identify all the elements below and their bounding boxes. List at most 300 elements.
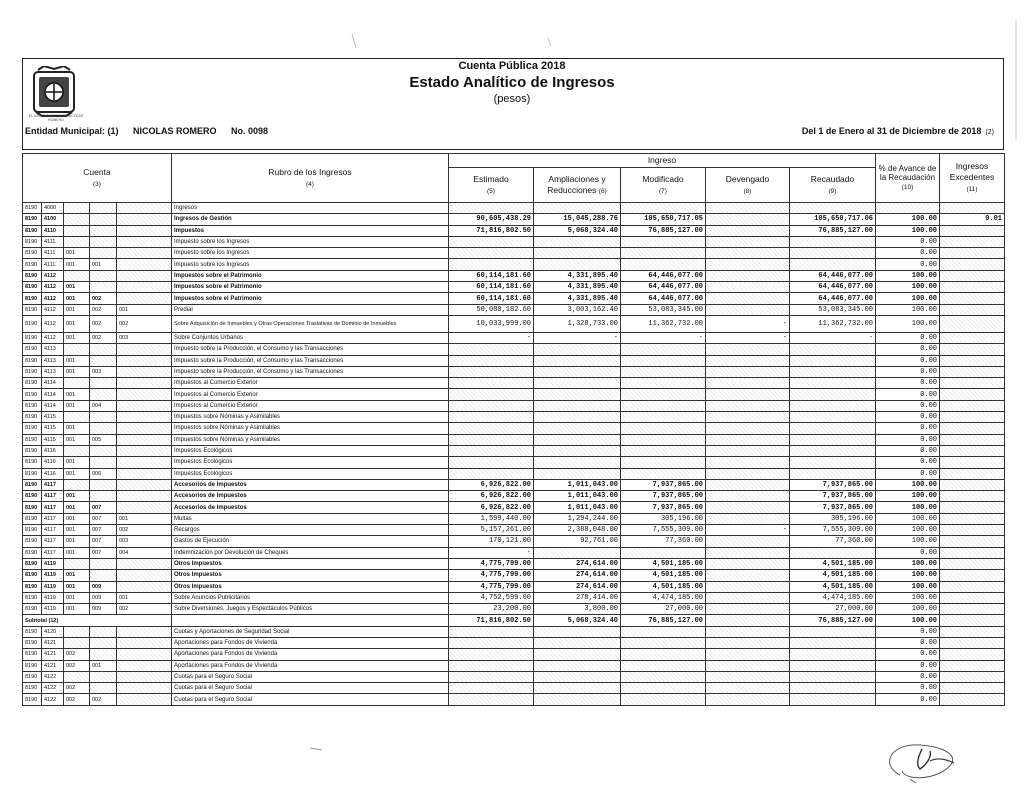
devengado-cell [706,615,790,626]
table-row [23,344,1005,355]
cuenta-code-1: 8190 [23,558,42,569]
excedentes-cell [940,423,1005,434]
excedentes-cell [940,649,1005,660]
avance-cell: 100.00 [876,604,940,615]
recaudado-cell [790,547,876,558]
cuenta-code-4 [90,457,117,468]
excedentes-cell [940,434,1005,445]
estimado-cell: 71,816,802.50 [449,615,534,626]
cuenta-code-3: 001 [64,355,90,366]
devengado-cell [706,214,790,225]
devengado-cell [706,378,790,389]
ampliaciones-cell [534,649,621,660]
rubro-cell [172,615,449,626]
cuenta-code-1: 8190 [23,604,42,615]
cuenta-code-3: 001 [64,282,90,293]
cuenta-code-4: 001 [90,259,117,270]
modificado-cell: 53,083,345.00 [621,304,706,315]
cuenta-code-2: 4112 [42,304,64,315]
devengado-cell [706,203,790,214]
table-row [23,479,1005,490]
ampliaciones-cell [534,389,621,400]
rubro-cell: Impuestos Ecológicos [172,445,449,456]
modificado-cell: 64,446,077.00 [621,293,706,304]
modificado-cell: 7,937,865.00 [621,479,706,490]
rubro-cell: Sobre Conjuntos Urbanos [172,332,449,343]
excedentes-cell [940,225,1005,236]
excedentes-cell [940,366,1005,377]
estimado-cell: 4,775,799.00 [449,558,534,569]
ampliaciones-cell: 1,011,043.00 [534,502,621,513]
excedentes-cell: 0.01 [940,214,1005,225]
rubro-cell: Impuesto sobre la Producción, el Consumo y las Transacciones [172,355,449,366]
cuenta-code-4: 007 [90,502,117,513]
avance-cell: 100.00 [876,592,940,603]
rubro-cell: Multas [172,513,449,524]
cuenta-code-3: 001 [64,468,90,479]
income-statement-table [22,153,1005,706]
cuenta-code-4 [90,570,117,581]
cuenta-code-5: 001 [117,513,172,524]
devengado-cell [706,270,790,281]
cuenta-code-3: 001 [64,581,90,592]
cuenta-code-1: 8190 [23,412,42,423]
estimado-cell: - [449,547,534,558]
devengado-cell [706,412,790,423]
cuenta-code-2: 4117 [42,479,64,490]
recaudado-cell [790,389,876,400]
recaudado-cell [790,660,876,671]
recaudado-cell [790,203,876,214]
cuenta-code-1: 8190 [23,626,42,637]
excedentes-cell [940,479,1005,490]
recaudado-cell [790,445,876,456]
rubro-cell: Recargos [172,525,449,536]
rubro-cell: Impuestos Ecológicos [172,468,449,479]
cuenta-code-4 [90,558,117,569]
ampliaciones-cell [534,236,621,247]
table-row [23,445,1005,456]
table-row [23,282,1005,293]
devengado-cell [706,366,790,377]
estimado-cell: - [449,332,534,343]
estimado-cell: 170,121.00 [449,536,534,547]
excedentes-cell [940,671,1005,682]
cuenta-code-2: 4112 [42,270,64,281]
recaudado-cell [790,434,876,445]
cuenta-code-1: 8190 [23,248,42,259]
recaudado-cell: 7,937,865.00 [790,479,876,490]
modificado-cell: 4,501,185.00 [621,570,706,581]
devengado-cell [706,558,790,569]
cuenta-code-4: 003 [90,366,117,377]
avance-cell: 0.00 [876,457,940,468]
avance-cell [876,203,940,214]
estimado-cell [449,649,534,660]
cuenta-code-4 [90,626,117,637]
cuenta-code-3: 001 [64,547,90,558]
cuenta-code-1: 8190 [23,660,42,671]
excedentes-cell [940,270,1005,281]
table-body [23,203,1005,706]
ampliaciones-cell: 92,761.00 [534,536,621,547]
cuenta-code-2: 4114 [42,378,64,389]
avance-cell: 100.00 [876,558,940,569]
modificado-cell: 64,446,077.00 [621,282,706,293]
cuenta-code-5 [117,293,172,304]
devengado-cell: - [706,332,790,343]
avance-cell: 0.00 [876,423,940,434]
cuenta-code-5 [117,282,172,293]
modificado-cell: 27,000.00 [621,604,706,615]
subtotal-label: Subtotal (12) [23,615,172,626]
cuenta-code-1: 8190 [23,282,42,293]
avance-cell: 100.00 [876,570,940,581]
rubro-cell: Sobre Anuncios Publicitarios [172,592,449,603]
recaudado-cell [790,400,876,411]
modificado-cell [621,637,706,648]
rubro-cell: Impuesto sobre los Ingresos [172,259,449,270]
excedentes-cell [940,615,1005,626]
modificado-cell [621,649,706,660]
rubro-cell: Impuesto sobre los Ingresos [172,236,449,247]
cuenta-code-5 [117,660,172,671]
cuenta-code-4 [90,355,117,366]
cuenta-code-1: 8190 [23,293,42,304]
devengado-cell [706,423,790,434]
avance-cell: 0.00 [876,434,940,445]
recaudado-cell: 77,360.00 [790,536,876,547]
rubro-cell: Gastos de Ejecución [172,536,449,547]
cuenta-code-5 [117,400,172,411]
excedentes-cell [940,203,1005,214]
cuenta-code-3 [64,344,90,355]
cuenta-code-1: 8190 [23,649,42,660]
modificado-cell [621,660,706,671]
devengado-cell [706,604,790,615]
cuenta-code-2: 4119 [42,604,64,615]
cuenta-code-5 [117,626,172,637]
cuenta-code-1: 8190 [23,479,42,490]
estimado-cell [449,694,534,705]
recaudado-cell: 305,196.00 [790,513,876,524]
estimado-cell [449,445,534,456]
excedentes-cell [940,259,1005,270]
avance-cell: 100.00 [876,293,940,304]
cuenta-code-2: 4121 [42,660,64,671]
avance-cell: 0.00 [876,400,940,411]
estimado-cell: 6,926,822.00 [449,479,534,490]
devengado-cell [706,547,790,558]
rubro-cell: Otros Impuestos [172,570,449,581]
recaudado-cell: 4,501,185.00 [790,581,876,592]
devengado-cell [706,491,790,502]
excedentes-cell [940,570,1005,581]
entity-number: No. 0098 [231,126,269,136]
devengado-cell [706,513,790,524]
cuenta-code-5 [117,259,172,270]
rubro-cell: Sobre Adquisición de Inmuebles y Otras Operaciones Traslativas de Dominio de Inmuebles [172,315,449,332]
devengado-cell [706,400,790,411]
table-row [23,457,1005,468]
cuenta-code-5 [117,434,172,445]
recaudado-cell: - [790,332,876,343]
cuenta-code-5 [117,214,172,225]
cuenta-code-4 [90,270,117,281]
excedentes-cell [940,694,1005,705]
modificado-cell: 76,885,127.00 [621,225,706,236]
cuenta-code-2: 4115 [42,434,64,445]
cuenta-code-5 [117,694,172,705]
cuenta-code-4 [90,282,117,293]
avance-cell: 0.00 [876,355,940,366]
excedentes-cell [940,468,1005,479]
table-row [23,626,1005,637]
estimado-cell [449,355,534,366]
estimado-cell: 5,157,261.00 [449,525,534,536]
estimado-cell [449,366,534,377]
cuenta-code-1: 8190 [23,525,42,536]
estimado-cell: 23,200.00 [449,604,534,615]
devengado-cell [706,236,790,247]
excedentes-cell [940,412,1005,423]
recaudado-cell: 7,937,865.00 [790,502,876,513]
table-row [23,355,1005,366]
avance-cell: 0.00 [876,332,940,343]
modificado-cell: 64,446,077.00 [621,270,706,281]
ampliaciones-cell [534,468,621,479]
cuenta-code-2: 4121 [42,649,64,660]
rubro-cell: Aportaciones para Fondos de Vivienda [172,649,449,660]
recaudado-cell [790,468,876,479]
cuenta-code-4 [90,423,117,434]
cuenta-code-4 [90,637,117,648]
avance-cell: 0.00 [876,547,940,558]
cuenta-code-5 [117,423,172,434]
cuenta-code-2: 4111 [42,236,64,247]
rubro-cell: Otros Impuestos [172,581,449,592]
cuenta-code-2: 4000 [42,203,64,214]
table-row [23,536,1005,547]
modificado-cell: 7,555,309.00 [621,525,706,536]
ampliaciones-cell [534,434,621,445]
modificado-cell [621,423,706,434]
rubro-cell: Cuotas para el Seguro Social [172,694,449,705]
table-row [23,259,1005,270]
devengado-cell: - [706,525,790,536]
ampliaciones-cell [534,259,621,270]
avance-cell: 0.00 [876,649,940,660]
excedentes-cell [940,400,1005,411]
modificado-cell [621,457,706,468]
modificado-cell [621,445,706,456]
devengado-cell [706,248,790,259]
estimado-cell: 90,605,438.29 [449,214,534,225]
cuenta-code-3 [64,203,90,214]
cuenta-code-2: 4122 [42,671,64,682]
avance-cell: 100.00 [876,536,940,547]
cuenta-code-3 [64,412,90,423]
rubro-cell: Indemnización por Devolución de Cheques [172,547,449,558]
cuenta-code-3 [64,270,90,281]
table-header [23,154,1005,203]
cuenta-code-2: 4114 [42,400,64,411]
cuenta-code-5 [117,270,172,281]
cuenta-code-3: 001 [64,570,90,581]
cuenta-code-3 [64,626,90,637]
cuenta-code-1: 8190 [23,637,42,648]
cuenta-code-1: 8190 [23,434,42,445]
excedentes-cell [940,378,1005,389]
ampliaciones-cell [534,445,621,456]
estimado-cell [449,434,534,445]
cuenta-code-1: 8190 [23,355,42,366]
recaudado-cell [790,236,876,247]
ampliaciones-cell: 4,331,895.40 [534,293,621,304]
excedentes-cell [940,637,1005,648]
modificado-cell [621,683,706,694]
cuenta-code-2: 4113 [42,366,64,377]
table-row [23,491,1005,502]
modificado-cell [621,259,706,270]
header-avance: % de Avance de la Recaudación (10) [876,154,940,203]
cuenta-code-2: 4117 [42,536,64,547]
ampliaciones-cell [534,203,621,214]
cuenta-code-1: 8190 [23,378,42,389]
devengado-cell [706,468,790,479]
cuenta-code-1: 8190 [23,570,42,581]
cuenta-code-3 [64,671,90,682]
cuenta-code-5 [117,344,172,355]
recaudado-cell [790,457,876,468]
estimado-cell: 50,080,182.60 [449,304,534,315]
ampliaciones-cell: 274,614.00 [534,581,621,592]
header-modificado: Modificado (7) [621,168,706,203]
cuenta-code-3: 001 [64,332,90,343]
ampliaciones-cell: 274,614.00 [534,570,621,581]
cuenta-code-1: 8190 [23,304,42,315]
cuenta-code-4 [90,445,117,456]
cuenta-code-1: 8190 [23,671,42,682]
modificado-cell: 305,196.00 [621,513,706,524]
avance-cell: 0.00 [876,468,940,479]
ampliaciones-cell [534,366,621,377]
cuenta-code-3 [64,225,90,236]
ampliaciones-cell: 3,800.00 [534,604,621,615]
estimado-cell: 60,114,181.60 [449,282,534,293]
cuenta-code-3: 001 [64,293,90,304]
excedentes-cell [940,355,1005,366]
cuenta-code-4: 009 [90,604,117,615]
cuenta-code-3: 001 [64,389,90,400]
table-row [23,502,1005,513]
cuenta-code-5: 003 [117,332,172,343]
modificado-cell [621,626,706,637]
recaudado-cell: 4,474,185.00 [790,592,876,603]
ampliaciones-cell [534,694,621,705]
ampliaciones-cell [534,626,621,637]
cuenta-code-4: 007 [90,513,117,524]
table-row [23,366,1005,377]
ampliaciones-cell [534,683,621,694]
table-row [23,434,1005,445]
ampliaciones-cell: 1,011,043.00 [534,479,621,490]
cuenta-code-5: 002 [117,604,172,615]
cuenta-code-5: 001 [117,304,172,315]
estimado-cell [449,660,534,671]
table-row [23,694,1005,705]
excedentes-cell [940,536,1005,547]
cuenta-code-5 [117,457,172,468]
header-devengado: Devengado (8) [706,168,790,203]
cuenta-code-3: 001 [64,604,90,615]
table-row [23,468,1005,479]
table-row [23,225,1005,236]
ampliaciones-cell [534,378,621,389]
rubro-cell: Aportaciones para Fondos de Vivienda [172,660,449,671]
recaudado-cell: 76,885,127.00 [790,615,876,626]
cuenta-code-3: 001 [64,400,90,411]
ampliaciones-cell [534,423,621,434]
avance-cell: 100.00 [876,315,940,332]
excedentes-cell [940,683,1005,694]
cuenta-code-4 [90,683,117,694]
ampliaciones-cell: 5,068,324.40 [534,615,621,626]
estimado-cell [449,378,534,389]
avance-cell: 100.00 [876,502,940,513]
excedentes-cell [940,604,1005,615]
cuenta-code-2: 4119 [42,581,64,592]
cuenta-code-4: 009 [90,581,117,592]
cuenta-code-3 [64,445,90,456]
devengado-cell [706,344,790,355]
table-row [23,558,1005,569]
cuenta-code-5 [117,671,172,682]
ampliaciones-cell: 4,331,895.40 [534,270,621,281]
rubro-cell: Cuotas y Aportaciones de Seguridad Social [172,626,449,637]
estimado-cell: 60,114,181.60 [449,293,534,304]
cuenta-code-3: 001 [64,513,90,524]
devengado-cell [706,637,790,648]
avance-cell: 0.00 [876,344,940,355]
estimado-cell [449,389,534,400]
recaudado-cell: 64,446,077.00 [790,293,876,304]
header-estimado: Estimado (5) [449,168,534,203]
table-row [23,315,1005,332]
ampliaciones-cell [534,344,621,355]
cuenta-code-5 [117,366,172,377]
estimado-cell: 60,114,181.60 [449,270,534,281]
cuenta-code-4: 001 [90,660,117,671]
cuenta-code-2: 4113 [42,344,64,355]
table-row [23,389,1005,400]
devengado-cell [706,479,790,490]
modificado-cell: 105,650,717.05 [621,214,706,225]
excedentes-cell [940,389,1005,400]
recaudado-cell [790,649,876,660]
header-rubro: Rubro de los Ingresos (4) [172,154,449,203]
excedentes-cell [940,282,1005,293]
ampliaciones-cell [534,671,621,682]
avance-cell: 0.00 [876,236,940,247]
recaudado-cell: 27,000.00 [790,604,876,615]
recaudado-cell: 64,446,077.00 [790,270,876,281]
cuenta-code-5 [117,637,172,648]
cuenta-code-5: 002 [117,315,172,332]
estimado-cell [449,468,534,479]
cuenta-code-2: 4115 [42,412,64,423]
modificado-cell [621,248,706,259]
